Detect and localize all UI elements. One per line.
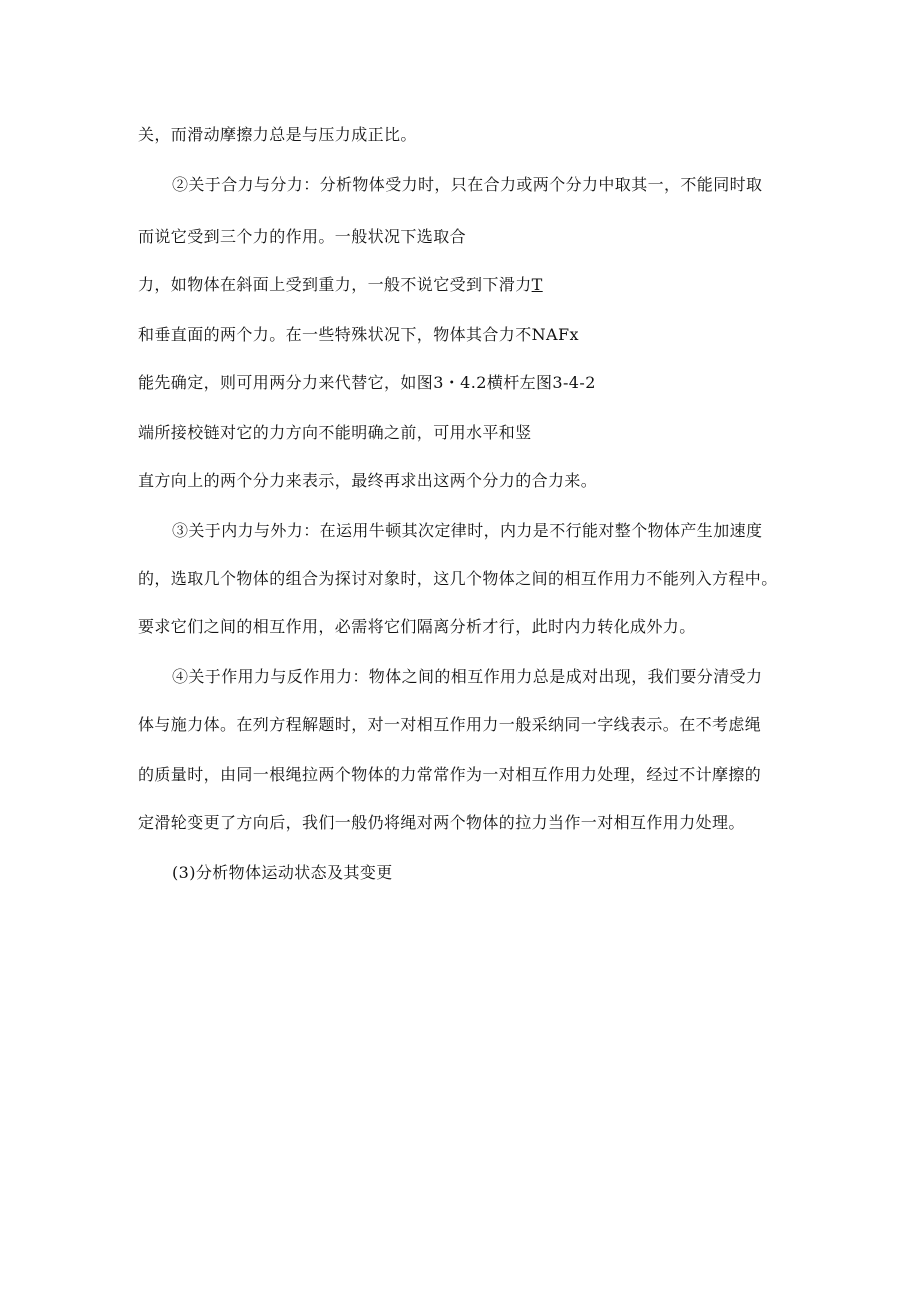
text-line: 的，选取几个物体的组合为探讨对象时，这几个物体之间的相互作用力不能列入方程中。 <box>138 569 778 588</box>
text-line: 能先确定，则可用两分力来代替它，如图3・4.2横杆左图3-4-2 <box>138 373 596 392</box>
text-line: 的质量时，由同一根绳拉两个物体的力常常作为一对相互作用力处理，经过不计摩擦的 <box>138 765 762 784</box>
paragraph-line-resultant-force: ②关于合力与分力：分析物体受力时，只在合力或两个分力中取其一，不能同时取 <box>172 175 763 194</box>
text-line <box>138 274 543 296</box>
text-line-content: 力，如物体在斜面上受到重力，一般不说它受到下滑力 <box>138 275 532 294</box>
text-line: 端所接校链对它的力方向不能明确之前，可用水平和竖 <box>138 423 532 442</box>
text-line: 而说它受到三个力的作用。一般状况下选取合 <box>138 227 467 246</box>
text-line: 要求它们之间的相互作用，必需将它们隔离分析才行，此时内力转化成外力。 <box>138 617 696 636</box>
paragraph-line-action-reaction: ④关于作用力与反作用力：物体之间的相互作用力总是成对出现，我们要分清受力 <box>172 667 763 686</box>
paragraph-line-internal-force: ③关于内力与外力：在运用牛顿其次定律时，内力是不行能对整个物体产生加速度 <box>172 521 763 540</box>
text-line: 直方向上的两个分力来表示，最终再求出这两个分力的合力来。 <box>138 471 598 490</box>
text-line: 关，而滑动摩擦力总是与压力成正比。 <box>138 125 417 144</box>
section-heading: (3)分析物体运动状态及其变更 <box>172 863 393 882</box>
text-line: 和垂直面的两个力。在一些特殊状况下，物体其合力不NAFx <box>138 325 579 344</box>
text-line: 体与施力体。在列方程解题时，对一对相互作用力一般采纳同一字线表示。在不考虑绳 <box>138 715 762 734</box>
text-line: 定滑轮变更了方向后，我们一般仍将绳对两个物体的拉力当作一对相互作用力处理。 <box>138 813 745 832</box>
underlined-letter: T <box>531 275 543 294</box>
